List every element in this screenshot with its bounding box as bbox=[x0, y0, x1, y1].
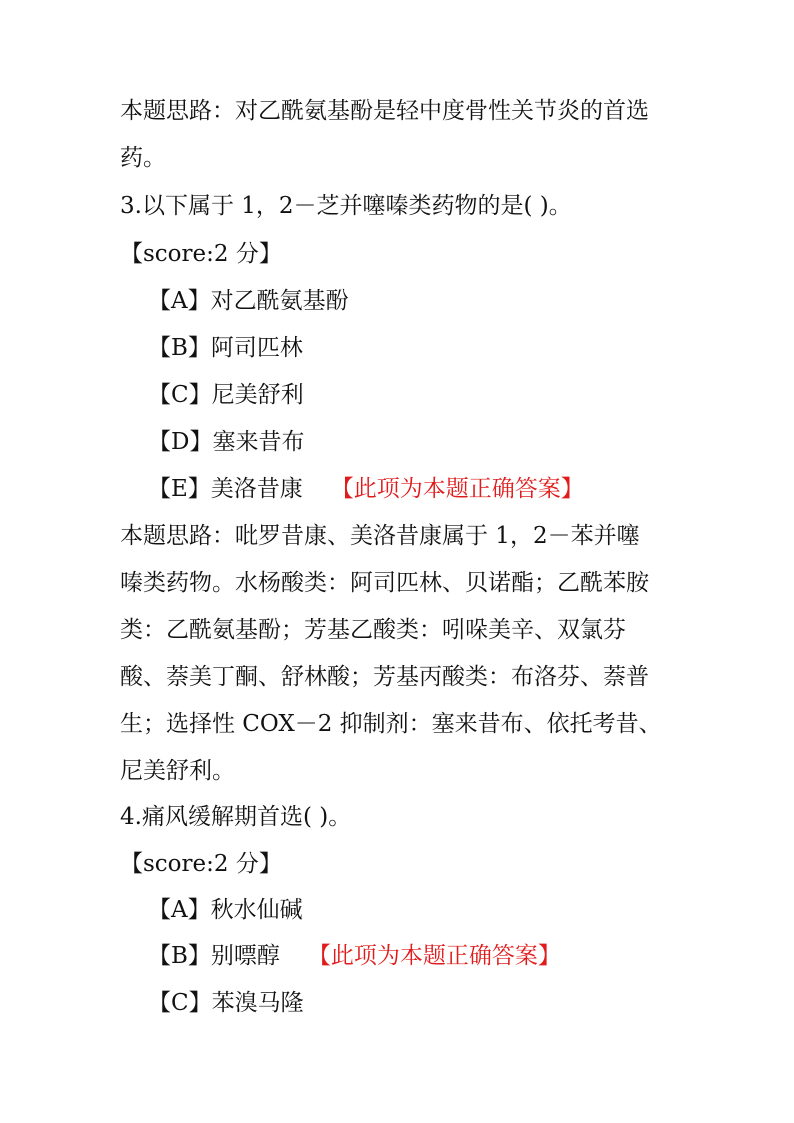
option-label: 【C】尼美舒利 bbox=[148, 382, 304, 408]
explanation-line: 本题思路：吡罗昔康、美洛昔康属于 1，2－苯并噻 bbox=[120, 523, 640, 549]
option-c bbox=[148, 988, 304, 1018]
correct-answer-mark: 【此项为本题正确答案】 bbox=[330, 476, 584, 502]
option-label: 【C】苯溴马隆 bbox=[148, 990, 304, 1016]
option-b bbox=[148, 941, 561, 971]
question-stem: 3.以下属于 1，2－芝并噻嗪类药物的是( )。 bbox=[120, 193, 572, 219]
option-label: 【E】美洛昔康 bbox=[148, 476, 303, 502]
option-a bbox=[148, 895, 303, 925]
prev-explanation-line: 药。 bbox=[120, 145, 166, 171]
explanation-line: 酸、萘美丁酮、舒林酸；芳基丙酸类：布洛芬、萘普 bbox=[120, 664, 649, 690]
explanation-line: 生；选择性 COX－2 抑制剂：塞来昔布、依托考昔、 bbox=[120, 711, 662, 737]
question-stem: 4.痛风缓解期首选( )。 bbox=[120, 804, 352, 830]
explanation-line: 类：乙酰氨基酚；芳基乙酸类：吲哚美辛、双氯芬 bbox=[120, 617, 626, 643]
explanation-line: 嗪类药物。水杨酸类：阿司匹林、贝诺酯；乙酰苯胺 bbox=[120, 570, 649, 596]
option-c bbox=[148, 380, 304, 410]
option-b bbox=[148, 333, 303, 363]
question-score: 【score:2 分】 bbox=[120, 851, 282, 877]
correct-answer-mark: 【此项为本题正确答案】 bbox=[307, 943, 561, 969]
option-d bbox=[148, 427, 304, 457]
question-score: 【score:2 分】 bbox=[120, 241, 282, 267]
option-label: 【A】对乙酰氨基酚 bbox=[148, 288, 349, 314]
option-a bbox=[148, 286, 349, 316]
option-label: 【B】阿司匹林 bbox=[148, 335, 303, 361]
option-label: 【B】别嘌醇 bbox=[148, 943, 280, 969]
prev-explanation-line: 本题思路：对乙酰氨基酚是轻中度骨性关节炎的首选 bbox=[120, 98, 649, 124]
option-label: 【D】塞来昔布 bbox=[148, 429, 305, 455]
option-e bbox=[148, 474, 584, 504]
option-label: 【A】秋水仙碱 bbox=[148, 897, 303, 923]
explanation-line: 尼美舒利。 bbox=[120, 758, 235, 784]
